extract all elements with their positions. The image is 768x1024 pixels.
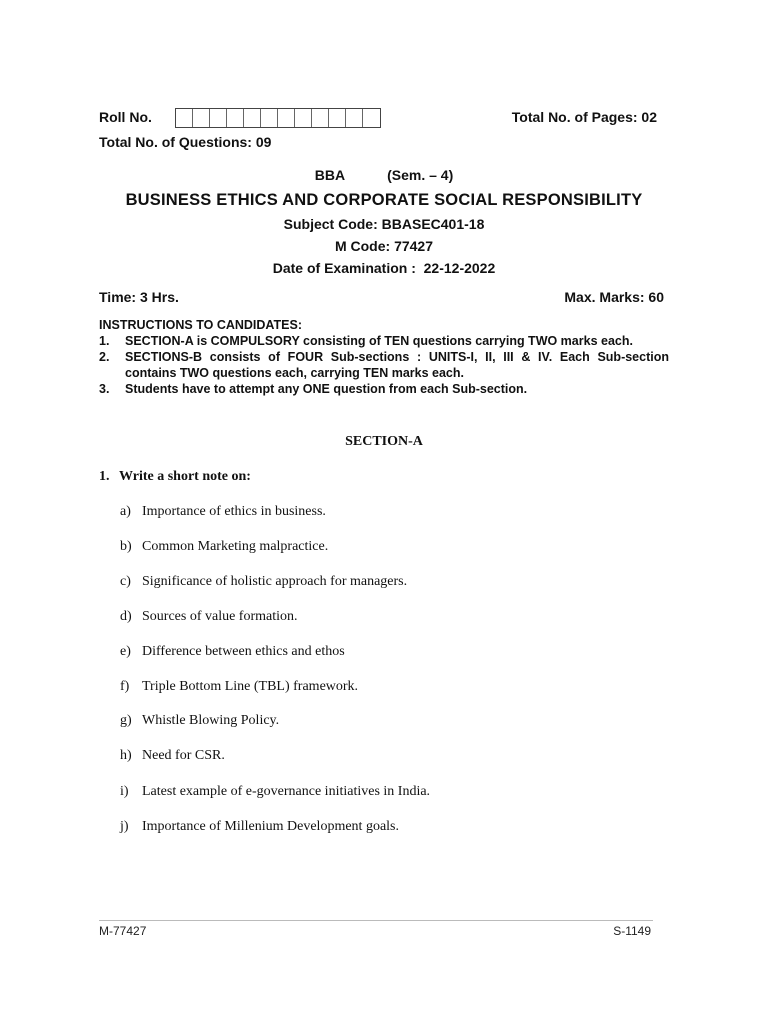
subquestion-letter: b) [120,539,132,554]
roll-no-box[interactable] [329,109,346,127]
subquestion-letter: j) [120,819,129,834]
subquestion-text: Importance of ethics in business. [142,504,326,519]
instruction-number: 2. [99,350,110,364]
section-a-heading: SECTION-A [345,434,423,449]
subquestion-letter: f) [120,679,130,694]
subquestion-text: Significance of holistic approach for managers. [142,574,408,589]
max-marks: Max. Marks: 60 [564,289,664,305]
roll-no-box[interactable] [193,109,210,127]
subquestion-f [120,679,358,695]
roll-no-box[interactable] [227,109,244,127]
m-code: M Code: 77427 [334,238,434,254]
roll-no-box[interactable] [176,109,193,127]
subquestion-text: Triple Bottom Line (TBL) framework. [142,679,359,694]
subquestion-letter: a) [120,504,131,519]
subquestion-letter: d) [120,609,132,624]
roll-no-box[interactable] [312,109,329,127]
instruction-item [99,333,669,349]
subquestion-text: Whistle Blowing Policy. [142,713,280,728]
program-name: BBA [314,167,346,183]
exam-date: Date of Examination : 22-12-2022 [272,260,496,276]
subquestion-g [120,713,279,729]
footer-divider [99,920,653,921]
roll-no-box[interactable] [346,109,363,127]
subquestion-h [120,748,225,764]
total-questions: Total No. of Questions: 09 [99,134,272,150]
instruction-item [99,381,669,397]
roll-no-box[interactable] [295,109,312,127]
subquestion-letter: c) [120,574,131,589]
subquestion-text: Sources of value formation. [142,609,298,624]
subquestion-d [120,609,298,625]
semester: (Sem. – 4) [387,167,454,183]
instruction-number: 3. [99,382,110,396]
instruction-item [99,349,669,381]
subquestion-text: Difference between ethics and ethos [142,644,345,659]
subquestion-text: Latest example of e-governance initiatives in India. [142,784,431,799]
subquestion-c [120,574,407,590]
instruction-number: 1. [99,334,110,348]
roll-no-label: Roll No. [99,109,152,125]
footer-paper-code: S-1149 [613,924,651,938]
roll-no-boxes [175,108,381,128]
roll-no-box[interactable] [278,109,295,127]
footer-m-code: M-77427 [99,924,147,938]
subquestion-j [120,819,399,835]
subquestion-text: Importance of Millenium Development goals. [142,819,399,834]
instructions-heading: INSTRUCTIONS TO CANDIDATES: [99,318,303,332]
subquestion-b [120,539,328,555]
instruction-text: SECTIONS-B consists of FOUR Sub-sections : UNITS-I, II, III & IV. Each Sub-section contains TWO questions each, carrying TEN marks each. [125,350,669,380]
instruction-text: SECTION-A is COMPULSORY consisting of TEN questions carrying TWO marks each. [125,334,633,348]
instructions [99,317,669,397]
total-pages: Total No. of Pages: 02 [511,109,657,125]
roll-no-box[interactable] [210,109,227,127]
question-number: 1. [99,469,110,484]
paper-title: BUSINESS ETHICS AND CORPORATE SOCIAL RESPONSIBILITY [125,191,643,209]
course-line [0,167,768,183]
question-1 [99,469,251,485]
roll-no-box[interactable] [244,109,261,127]
subquestion-letter: g) [120,713,132,728]
subquestion-letter: e) [120,644,131,659]
subquestion-text: Common Marketing malpractice. [142,539,329,554]
subquestion-i [120,784,430,800]
question-text: Write a short note on: [119,469,251,484]
subquestion-e [120,644,345,660]
instruction-text: Students have to attempt any ONE question from each Sub-section. [125,382,528,396]
subquestion-text: Need for CSR. [142,748,225,763]
subquestion-letter: h) [120,748,132,763]
exam-time: Time: 3 Hrs. [99,289,179,305]
subject-code: Subject Code: BBASEC401-18 [283,216,485,232]
subquestion-a [120,504,326,520]
roll-no-box[interactable] [363,109,380,127]
subquestion-letter: i) [120,784,129,799]
roll-no-box[interactable] [261,109,278,127]
